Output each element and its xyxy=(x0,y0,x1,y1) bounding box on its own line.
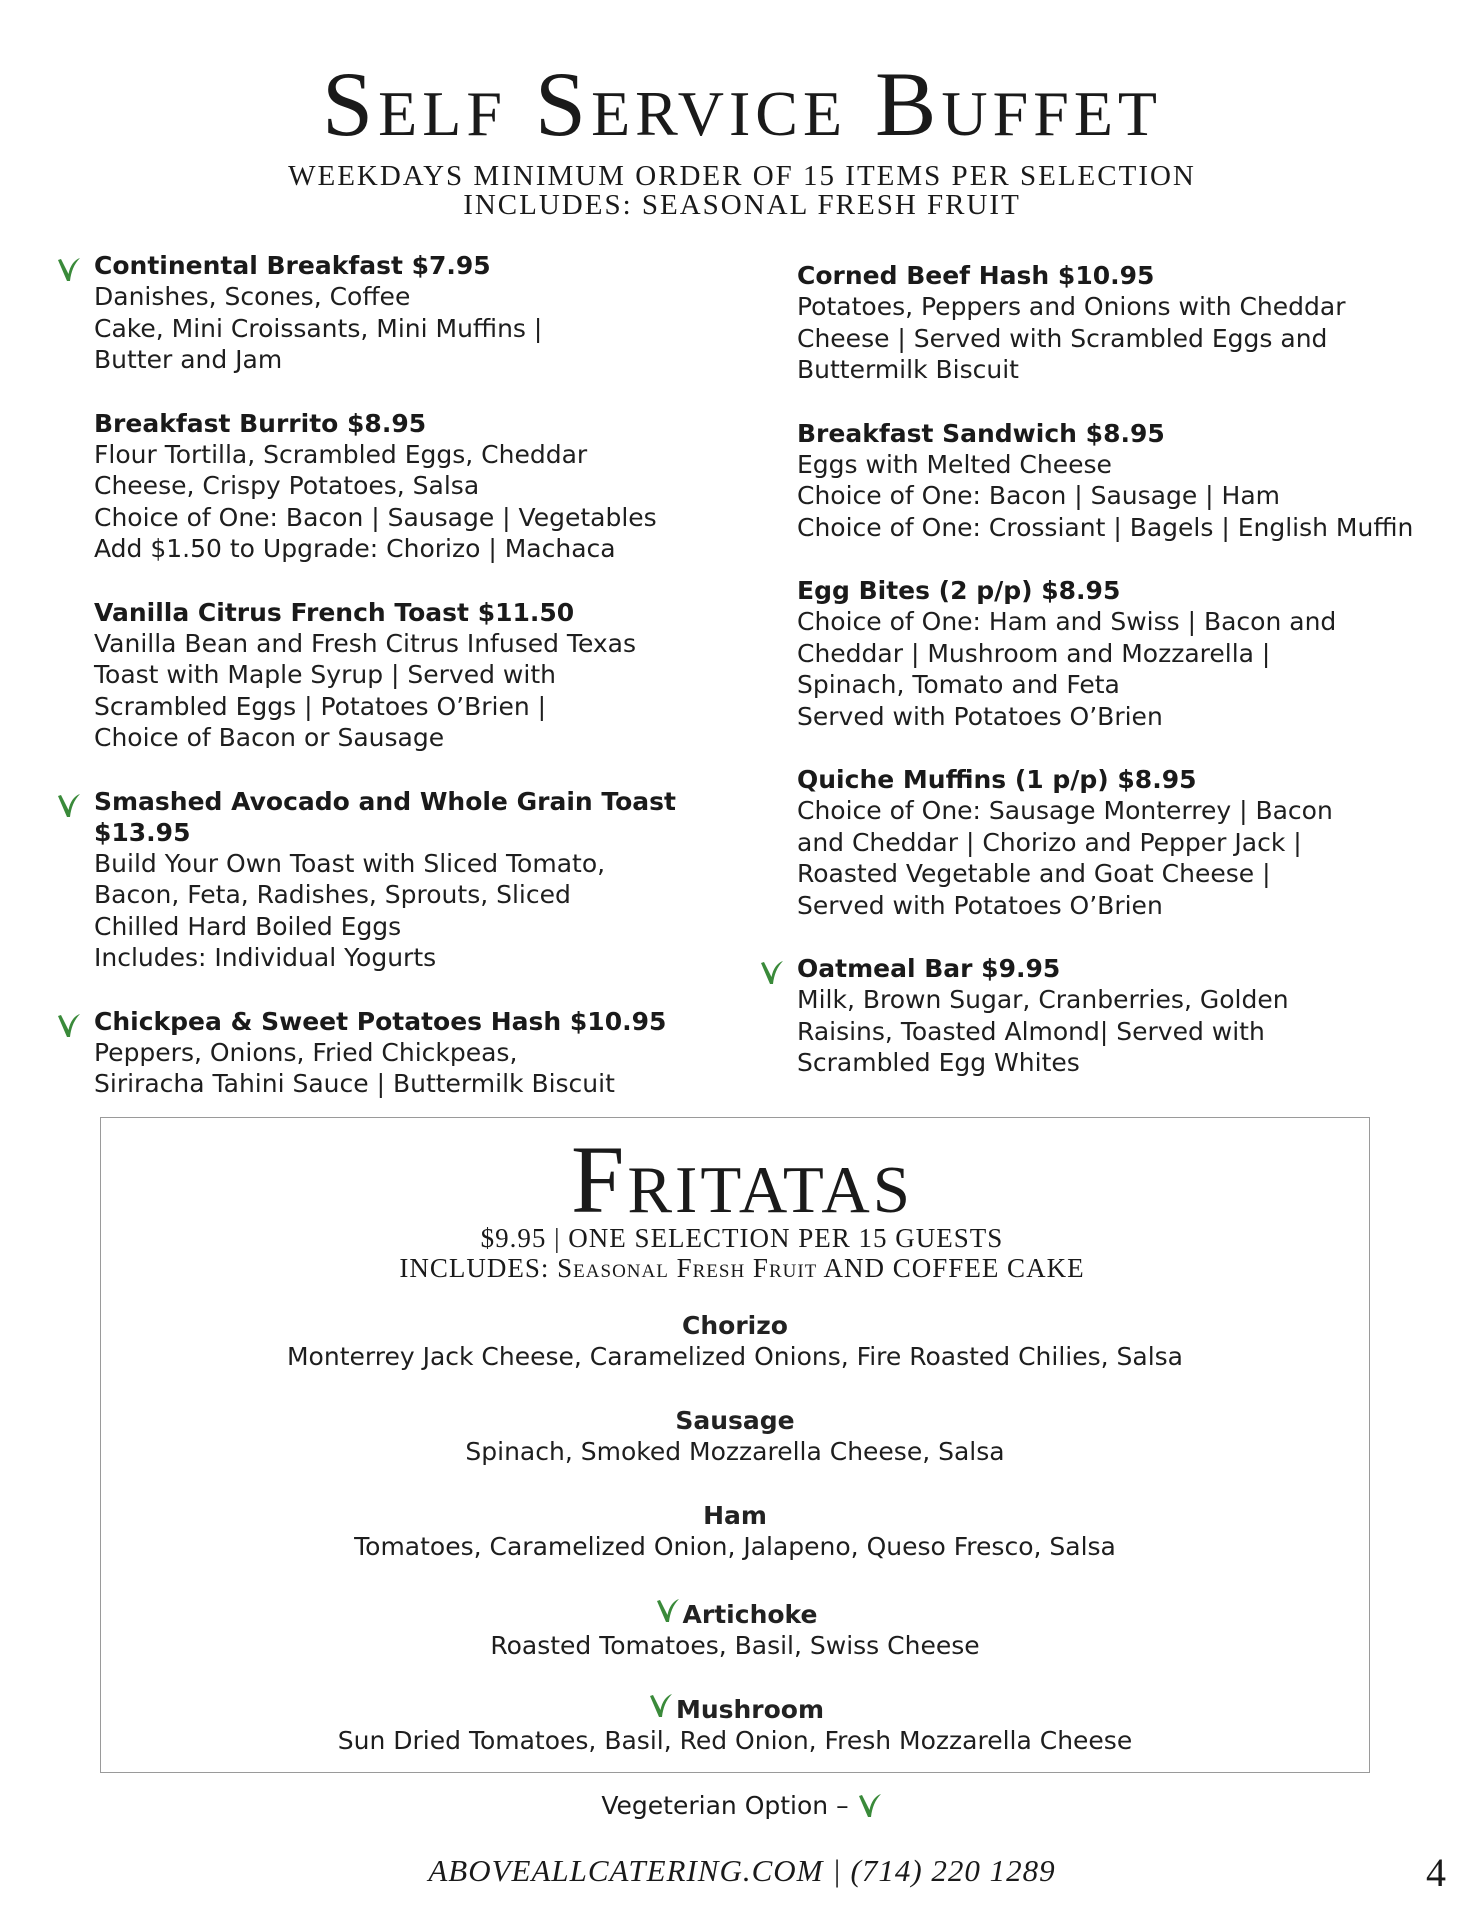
fritata-item xyxy=(100,1500,1370,1562)
fritatas-subtitle-line2: INCLUDES: Seasonal Fresh Fruit AND COFFEE CAKE xyxy=(399,1253,1085,1283)
leaf-sprout-icon xyxy=(757,957,785,987)
menu-item xyxy=(94,408,714,565)
menu-item-name: Breakfast Burrito $8.95 xyxy=(94,408,427,438)
fritata-item-description: Sun Dried Tomatoes, Basil, Red Onion, Fresh Mozzarella Cheese xyxy=(337,1726,1133,1755)
menu-item-description: Roasted Vegetable and Goat Cheese | xyxy=(797,859,1271,888)
menu-item-description: Cake, Mini Croissants, Mini Muffins | xyxy=(94,313,543,343)
menu-item xyxy=(797,260,1457,386)
fritata-item-name xyxy=(100,1690,1370,1725)
menu-item xyxy=(797,953,1457,1079)
page-number: 4 xyxy=(1426,1850,1446,1895)
menu-item-name: Oatmeal Bar $9.95 xyxy=(797,954,1061,983)
menu-item-name: Continental Breakfast $7.95 xyxy=(94,251,491,280)
menu-item-description: Choice of One: Bacon | Sausage | Vegetables xyxy=(94,502,657,532)
menu-item-description: Raisins, Toasted Almond| Served with xyxy=(797,1016,1265,1046)
menu-item-description: Cheese, Crispy Potatoes, Salsa xyxy=(94,471,480,500)
fritata-item-name xyxy=(100,1595,1370,1630)
menu-item-description: and Cheddar | Chorizo and Pepper Jack | xyxy=(797,827,1302,857)
fritata-item-name xyxy=(100,1310,1370,1341)
menu-item-description: Choice of One: Bacon | Sausage | Ham xyxy=(797,481,1281,510)
legend-text: Vegeterian Option – xyxy=(601,1791,849,1820)
page-title: Self Service Buffet xyxy=(321,53,1163,155)
menu-item-name: Breakfast Sandwich $8.95 xyxy=(797,418,1165,448)
menu-item-description: Milk, Brown Sugar, Cranberries, Golden xyxy=(797,985,1289,1014)
fritata-item xyxy=(100,1310,1370,1372)
menu-item-description: Choice of One: Sausage Monterrey | Bacon xyxy=(797,796,1333,825)
fritata-name-text: Mushroom xyxy=(675,1695,825,1724)
left-menu-column xyxy=(94,250,714,1132)
fritata-item-description: Spinach, Smoked Mozzarella Cheese, Salsa xyxy=(465,1437,1005,1466)
page-subtitle-line2: INCLUDES: SEASONAL FRESH FRUIT xyxy=(463,189,1021,221)
fritata-item-name xyxy=(100,1500,1370,1531)
menu-item-description: Build Your Own Toast with Sliced Tomato, xyxy=(94,848,606,878)
fritata-item-description: Roasted Tomatoes, Basil, Swiss Cheese xyxy=(490,1631,980,1660)
menu-item-name: Smashed Avocado and Whole Grain Toast $13.95 xyxy=(94,786,676,847)
menu-item-description: Includes: Individual Yogurts xyxy=(94,943,437,972)
menu-item-name: Chickpea & Sweet Potatoes Hash $10.95 xyxy=(94,1006,667,1036)
menu-item-description: Siriracha Tahini Sauce | Buttermilk Biscuit xyxy=(94,1069,615,1098)
menu-item-name: Vanilla Citrus French Toast $11.50 xyxy=(94,597,575,627)
menu-item-description: Peppers, Onions, Fried Chickpeas, xyxy=(94,1037,518,1067)
leaf-sprout-icon xyxy=(54,1010,82,1040)
menu-item-description: Served with Potatoes O’Brien xyxy=(797,701,1163,731)
menu-item-description: Potatoes, Peppers and Onions with Cheddar xyxy=(797,292,1346,321)
fritata-item xyxy=(100,1595,1370,1661)
vegetarian-legend xyxy=(0,1790,1484,1821)
fritata-name-text: Artichoke xyxy=(682,1600,818,1629)
menu-item-description: Eggs with Melted Cheese xyxy=(797,449,1112,479)
menu-item-description: Flour Tortilla, Scrambled Eggs, Cheddar xyxy=(94,439,588,469)
menu-item xyxy=(94,250,714,376)
right-menu-column xyxy=(797,260,1457,1111)
page-subtitle-line1: WEEKDAYS MINIMUM ORDER OF 15 ITEMS PER SELECTION xyxy=(288,160,1196,192)
menu-item-description: Spinach, Tomato and Feta xyxy=(797,670,1120,699)
leaf-sprout-icon xyxy=(54,790,82,820)
leaf-sprout-icon xyxy=(54,254,82,284)
leaf-sprout-icon xyxy=(855,1790,883,1820)
menu-item-description: Butter and Jam xyxy=(94,345,283,374)
fritata-item-description: Monterrey Jack Cheese, Caramelized Onions, Fire Roasted Chilies, Salsa xyxy=(286,1342,1184,1371)
menu-item xyxy=(797,418,1457,544)
menu-item-description: Add $1.50 to Upgrade: Chorizo | Machaca xyxy=(94,534,616,563)
menu-item-description: Choice of Bacon or Sausage xyxy=(94,723,445,752)
menu-item-name: Quiche Muffins (1 p/p) $8.95 xyxy=(797,765,1197,794)
menu-item-description: Bacon, Feta, Radishes, Sprouts, Sliced xyxy=(94,880,571,909)
fritata-item-description: Tomatoes, Caramelized Onion, Jalapeno, Queso Fresco, Salsa xyxy=(354,1532,1116,1561)
menu-item-description: Scrambled Egg Whites xyxy=(797,1048,1080,1077)
menu-item xyxy=(94,1006,714,1100)
menu-item-description: Toast with Maple Syrup | Served with xyxy=(94,660,556,689)
fritatas-subtitle-line1: $9.95 | ONE SELECTION PER 15 GUESTS xyxy=(480,1223,1004,1253)
menu-item xyxy=(94,597,714,754)
menu-item-description: Buttermilk Biscuit xyxy=(797,355,1019,384)
fritata-item-name xyxy=(100,1405,1370,1436)
fritata-item xyxy=(100,1690,1370,1756)
menu-item-description: Served with Potatoes O’Brien xyxy=(797,890,1163,920)
menu-item-description: Danishes, Scones, Coffee xyxy=(94,282,411,311)
menu-item-description: Choice of One: Ham and Swiss | Bacon and xyxy=(797,607,1337,636)
leaf-sprout-icon xyxy=(646,1690,674,1720)
fritatas-title: Fritatas xyxy=(570,1126,914,1233)
menu-item-name: Corned Beef Hash $10.95 xyxy=(797,261,1155,290)
menu-item xyxy=(797,764,1457,921)
fritata-name-text: Sausage xyxy=(675,1406,795,1435)
menu-item-description: Choice of One: Crossiant | Bagels | English Muffin xyxy=(797,512,1414,542)
menu-item-name: Egg Bites (2 p/p) $8.95 xyxy=(797,576,1121,605)
fritata-name-text: Chorizo xyxy=(682,1311,788,1340)
fritata-name-text: Ham xyxy=(703,1501,767,1530)
menu-item-description: Chilled Hard Boiled Eggs xyxy=(94,911,402,941)
menu-item-description: Scrambled Eggs | Potatoes O’Brien | xyxy=(94,691,547,721)
menu-item-description: Vanilla Bean and Fresh Citrus Infused Texas xyxy=(94,628,637,658)
fritata-item xyxy=(100,1405,1370,1467)
menu-item xyxy=(94,786,714,974)
menu-item-description: Cheddar | Mushroom and Mozzarella | xyxy=(797,638,1271,668)
menu-item xyxy=(797,575,1457,732)
footer-contact: ABOVEALLCATERING.COM | (714) 220 1289 xyxy=(428,1853,1056,1888)
leaf-sprout-icon xyxy=(653,1595,681,1625)
menu-item-description: Cheese | Served with Scrambled Eggs and xyxy=(797,323,1328,353)
